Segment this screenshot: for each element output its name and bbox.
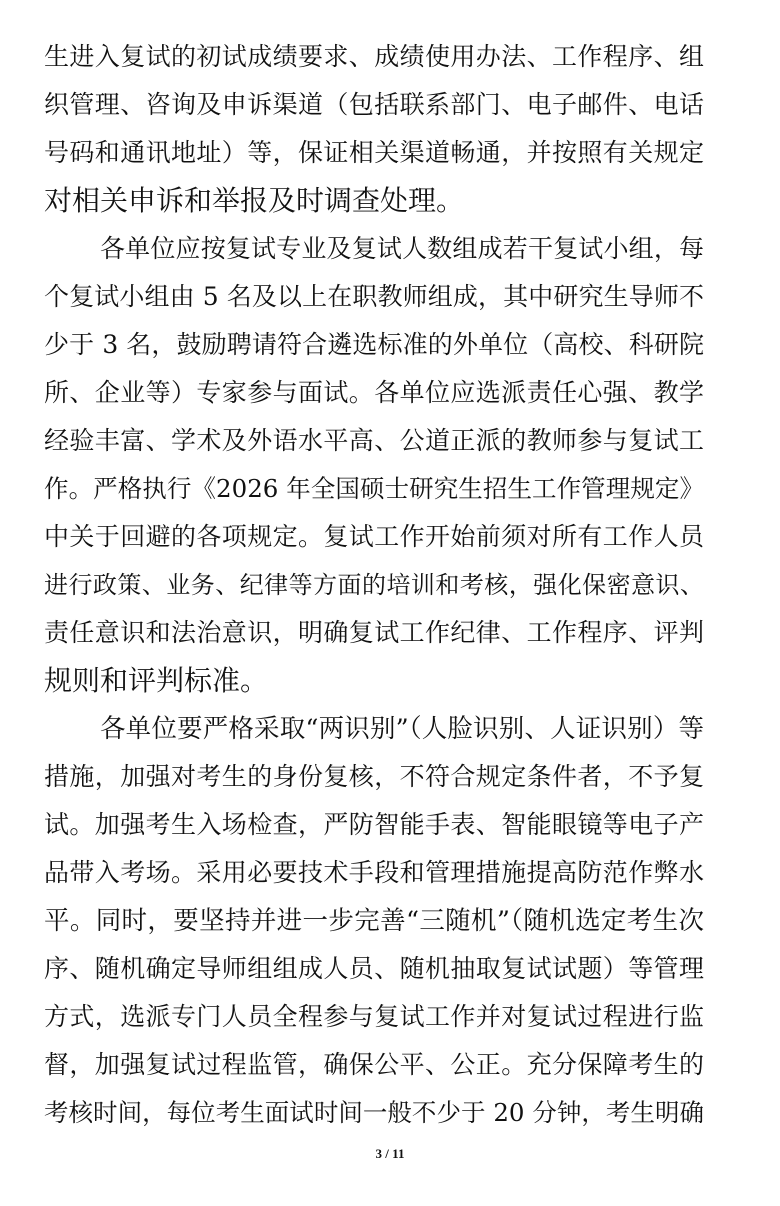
text-line-2: 织管理、咨询及申诉渠道（包括联系部门、电子邮件、电话	[44, 90, 704, 119]
text-line-15: 各单位要严格采取“两识别”（人脸识别、人证识别）等	[100, 714, 704, 744]
text-line-8: 所、企业等）专家参与面试。各单位应选派责任心强、教学	[44, 378, 704, 407]
text-line-17: 试。加强考生入场检查，严防智能手表、智能眼镜等电子产	[44, 810, 704, 839]
text-line-16: 措施，加强对考生的身份复核，不符合规定条件者，不予复	[44, 762, 704, 791]
text-line-21: 方式，选派专门人员全程参与复试工作并对复试过程进行监	[44, 1002, 704, 1031]
text-line-5: 各单位应按复试专业及复试人数组成若干复试小组，每	[100, 234, 704, 263]
text-line-18: 品带入考场。采用必要技术手段和管理措施提高防范作弊水	[44, 858, 704, 887]
text-line-11: 中关于回避的各项规定。复试工作开始前须对所有工作人员	[44, 522, 704, 551]
text-line-22: 督，加强复试过程监管，确保公平、公正。充分保障考生的	[44, 1050, 704, 1079]
text-line-4: 对相关申诉和举报及时调查处理。	[44, 184, 465, 217]
text-line-10: 作。严格执行《2026 年全国硕士研究生招生工作管理规定》	[44, 474, 704, 503]
page-number: 3 / 11	[375, 1146, 405, 1161]
text-line-23: 考核时间，每位考生面试时间一般不少于 20 分钟，考生明确	[44, 1098, 704, 1127]
text-line-19: 平。同时，要坚持并进一步完善“三随机”（随机选定考生次	[44, 906, 704, 936]
text-line-20: 序、随机确定导师组组成人员、随机抽取复试试题）等管理	[44, 954, 704, 983]
text-line-9: 经验丰富、学术及外语水平高、公道正派的教师参与复试工	[44, 426, 704, 455]
text-line-1: 生进入复试的初试成绩要求、成绩使用办法、工作程序、组	[44, 42, 704, 71]
text-line-3: 号码和通讯地址）等，保证相关渠道畅通，并按照有关规定	[44, 138, 704, 167]
text-line-12: 进行政策、业务、纪律等方面的培训和考核，强化保密意识、	[44, 571, 704, 599]
text-line-6: 个复试小组由 5 名及以上在职教师组成，其中研究生导师不	[44, 282, 704, 311]
text-line-14: 规则和评判标准。	[44, 664, 269, 697]
text-line-13: 责任意识和法治意识，明确复试工作纪律、工作程序、评判	[44, 618, 704, 647]
text-line-7: 少于 3 名，鼓励聘请符合遴选标准的外单位（高校、科研院	[44, 330, 704, 359]
